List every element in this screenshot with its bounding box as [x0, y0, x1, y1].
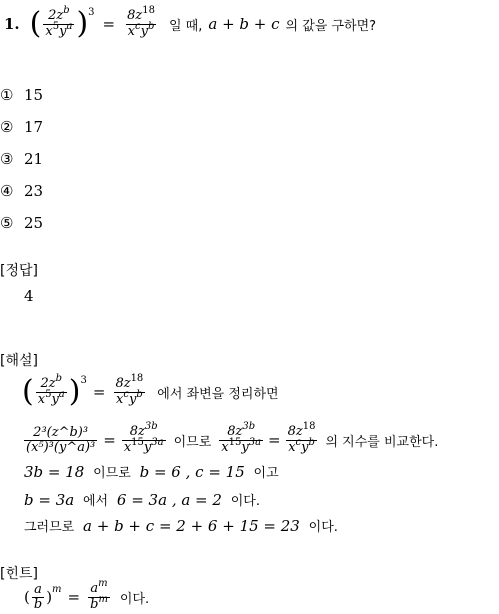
- lhs-den-y: y: [59, 23, 67, 39]
- rhs-den-x-exp: c: [135, 20, 141, 32]
- sol1-rhs-den-y: y: [128, 391, 137, 407]
- sol1-rhs-fraction: [113, 372, 145, 408]
- sol2-eq-fraction: [219, 420, 263, 456]
- hint-line: [24, 577, 150, 614]
- sol1-rhs-den-y-exp: b: [136, 388, 143, 400]
- open-paren: (: [22, 374, 34, 409]
- sol1-lhs-den-y: y: [51, 391, 59, 407]
- sol2-text2: 의 지수를 비교한다.: [325, 434, 439, 450]
- solution-line-3: [24, 462, 279, 481]
- question-text-pre: 일 때,: [168, 18, 203, 34]
- choice-5[interactable]: [0, 214, 43, 232]
- rhs-num-exp: 18: [142, 4, 155, 16]
- sol1-outer-exp: 3: [80, 374, 87, 386]
- hint-lhs-den: b: [33, 596, 43, 612]
- sol2-rhs-num: 8z: [287, 423, 303, 439]
- sol2-mid-num-exp: 3b: [144, 420, 158, 432]
- sol4-eq3: , a = 2: [171, 491, 222, 509]
- hint-rhs-num: a: [90, 580, 99, 596]
- choice-4[interactable]: [0, 182, 43, 200]
- solution-line-5: [24, 516, 338, 535]
- hint-text: 이다.: [119, 591, 150, 607]
- hint-lhs-exp: m: [52, 583, 62, 595]
- sol1-rhs-den-x-exp: c: [123, 388, 129, 400]
- hint-rhs-den-exp: m: [98, 593, 108, 605]
- sol2-eq-num: 8z: [227, 423, 243, 439]
- choice-value: 15: [24, 86, 44, 104]
- sol2-mid-fraction: [122, 420, 166, 456]
- sol2-mid-den-y: y: [143, 439, 152, 455]
- lhs-num-exp: b: [63, 4, 70, 16]
- close-paren: ): [68, 374, 81, 409]
- choice-value: 25: [24, 214, 44, 232]
- sol5-expr: a + b + c = 2 + 6 + 15 = 23: [83, 517, 300, 535]
- solution-line-4: [24, 490, 260, 509]
- sol5-text2: 이다.: [308, 520, 338, 535]
- sol2-mid-den-x: x: [123, 439, 132, 455]
- sol4-text2: 이다.: [230, 494, 260, 509]
- rhs-numerator: 8z: [127, 7, 143, 23]
- rhs-den-y-exp: b: [147, 20, 155, 32]
- solution-line-2: [22, 418, 438, 462]
- sol3-eq1: 3b = 18: [24, 463, 85, 481]
- sol2-lhs-den: (x⁵)³(y^a)³: [26, 439, 96, 455]
- sol2-text1: 이므로: [173, 434, 212, 450]
- lhs-den-x-exp: 5: [52, 20, 60, 32]
- sol1-rhs-num-exp: 18: [130, 372, 144, 384]
- sol2-rhs-num-exp: 18: [302, 420, 316, 432]
- choice-2[interactable]: [0, 118, 43, 136]
- sol1-lhs-fraction: [36, 372, 67, 408]
- sol1-rhs-num: 8z: [115, 375, 131, 391]
- choice-value: 17: [24, 118, 44, 136]
- question-number: 1.: [4, 15, 20, 33]
- outer-exponent: 3: [88, 6, 95, 18]
- choice-value: 23: [24, 182, 44, 200]
- sol2-rhs-den-x-exp: c: [295, 436, 302, 448]
- hint-lhs-fraction: [32, 583, 44, 612]
- sol3-eq2: b = 6: [139, 463, 181, 481]
- sol2-rhs-den-y: y: [301, 439, 309, 455]
- equals-sign: =: [268, 431, 281, 449]
- answer-header: [정답]: [0, 263, 38, 279]
- sol2-eq-num-exp: 3b: [242, 420, 256, 432]
- question-line: [4, 2, 376, 46]
- choice-value: 21: [24, 150, 44, 168]
- sol1-lhs-den-x: x: [37, 391, 46, 407]
- sol3-eq3: , c = 15: [185, 463, 245, 481]
- solution-header: [해설]: [0, 353, 38, 369]
- sol2-eq-den-x-exp: 15: [228, 436, 242, 448]
- choice-3[interactable]: [0, 150, 43, 168]
- equals-sign: =: [103, 431, 116, 449]
- close-paren: ): [76, 6, 89, 41]
- rhs-den-y: y: [140, 23, 148, 39]
- open-paren: (: [29, 6, 42, 41]
- sol4-eq2: 6 = 3a: [116, 491, 168, 509]
- hint-header: [힌트]: [0, 566, 38, 582]
- hint-lhs-num: a: [34, 581, 42, 597]
- sol1-rhs-den-x: x: [116, 391, 124, 407]
- sol4-text1: 에서: [82, 494, 109, 509]
- question-rhs-fraction: [125, 4, 157, 40]
- sol5-text1: 그러므로: [24, 520, 75, 535]
- equals-sign: =: [92, 383, 106, 401]
- sol1-lhs-den-x-exp: 5: [45, 388, 52, 400]
- lhs-den-x: x: [45, 23, 53, 39]
- hint-rhs-fraction: [88, 577, 110, 613]
- hint-close-paren: ): [46, 588, 53, 606]
- sol3-text2: 이고: [253, 466, 279, 481]
- sol2-lhs-fraction: [24, 426, 97, 455]
- choice-1[interactable]: [0, 86, 43, 104]
- sol3-text1: 이므로: [93, 466, 131, 481]
- choice-mark: ③: [0, 150, 14, 168]
- rhs-den-x: x: [127, 23, 136, 39]
- choice-mark: ⑤: [0, 214, 14, 232]
- sol4-eq1: b = 3a: [24, 491, 75, 509]
- solution-line-1: [22, 370, 279, 414]
- question-lhs-fraction: [43, 4, 74, 40]
- sol2-mid-num: 8z: [129, 423, 145, 439]
- question-text-post: 의 값을 구하면?: [285, 18, 377, 34]
- solution-line1-text: 에서 좌변을 정리하면: [157, 386, 279, 402]
- hint-open-paren: (: [24, 588, 30, 606]
- lhs-numerator: 2z: [48, 7, 64, 23]
- sol2-rhs-den-x: x: [288, 439, 296, 455]
- choice-mark: ④: [0, 182, 14, 200]
- sol1-lhs-num: 2z: [40, 375, 56, 391]
- sol1-lhs-den-y-exp: a: [58, 388, 65, 400]
- question-text-expr: a + b + c: [208, 15, 280, 33]
- lhs-den-y-exp: a: [66, 20, 73, 32]
- sol1-lhs-num-exp: b: [55, 372, 62, 384]
- sol2-eq-den-y: y: [241, 439, 249, 455]
- choice-mark: ①: [0, 86, 14, 104]
- sol2-eq-den-y-exp: 3a: [248, 436, 262, 448]
- sol2-mid-den-x-exp: 15: [131, 436, 144, 448]
- equals-sign: =: [67, 588, 81, 606]
- hint-rhs-den: b: [90, 596, 99, 612]
- sol2-lhs-num: 2³(z^b)³: [33, 424, 89, 440]
- equals-sign: =: [102, 15, 116, 33]
- sol2-rhs-den-y-exp: b: [308, 436, 315, 448]
- choice-mark: ②: [0, 118, 14, 136]
- sol2-rhs-fraction: [286, 420, 318, 456]
- hint-rhs-num-exp: m: [98, 577, 108, 589]
- sol2-eq-den-x: x: [221, 439, 229, 455]
- sol2-mid-den-y-exp: 3a: [151, 436, 164, 448]
- answer-value: 4: [24, 287, 34, 305]
